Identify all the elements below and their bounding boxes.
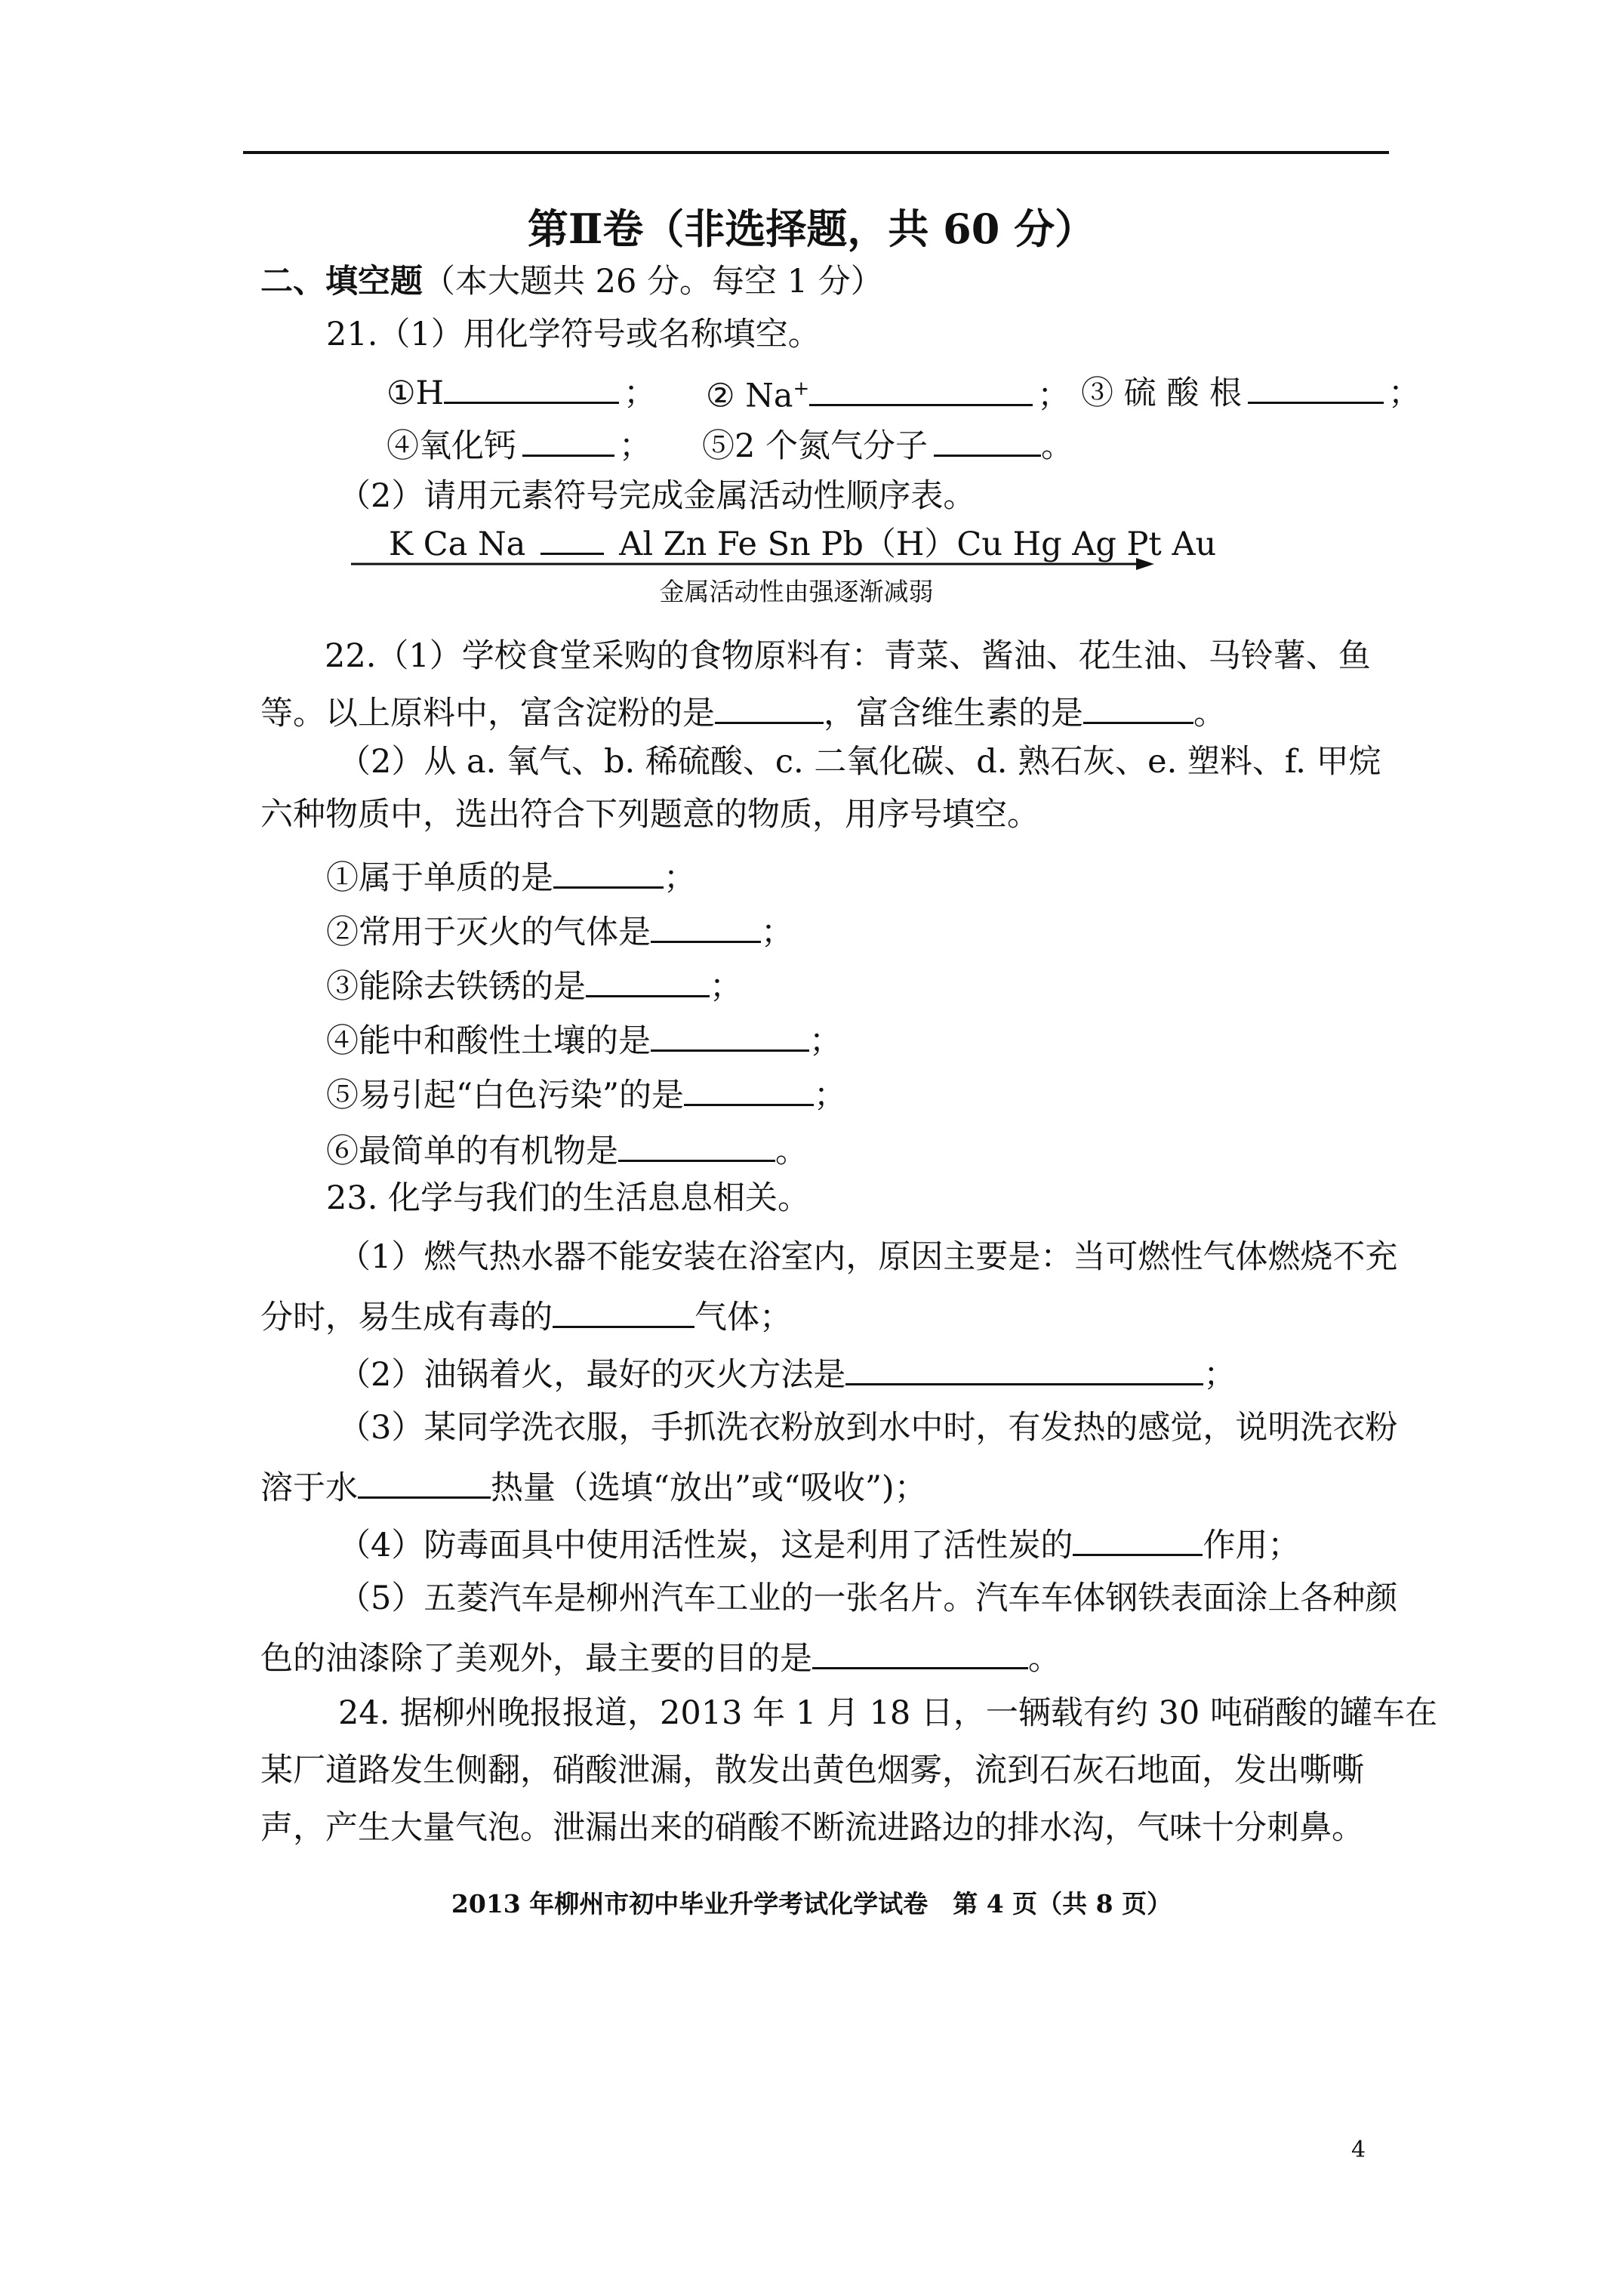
- q23-s2-blank[interactable]: [845, 1348, 1203, 1385]
- q22-answer-blank[interactable]: [651, 906, 761, 943]
- q21-answer-blank-1[interactable]: [444, 367, 619, 404]
- q21-item2: [706, 367, 1070, 418]
- q24-line3: 声，产生大量气泡。泄漏出来的硝酸不断流进路边的排水沟，气味十分刺鼻。: [260, 1809, 1364, 1847]
- q21-end-mark: 。: [1041, 427, 1074, 465]
- q22-item-label: ⑥最简单的有机物是: [326, 1133, 618, 1170]
- q21-item3: [1081, 367, 1421, 415]
- q23-s2-text: （2）油锅着火，最好的灭火方法是: [338, 1356, 846, 1394]
- q21-item1-label: ①H: [387, 374, 445, 412]
- q22-vitamin-label: ，富含维生素的是: [824, 695, 1083, 732]
- q21-row2: [387, 420, 651, 468]
- part-heading-label: 二、填空题: [260, 263, 423, 300]
- series-answer-blank[interactable]: [540, 518, 604, 555]
- q21-part1-intro: 21.（1）用化学符号或名称填空。: [326, 316, 821, 353]
- q22-part1-line2: [260, 687, 1226, 735]
- arrow-caption: 金属活动性由强逐渐减弱: [659, 577, 934, 606]
- q23-s1-blank[interactable]: [553, 1291, 694, 1328]
- q21-part2-intro: （2）请用元素符号完成金属活动性顺序表。: [338, 477, 976, 515]
- q23-s3-blank[interactable]: [358, 1462, 491, 1499]
- q21-item2-label: ② Na: [706, 377, 793, 415]
- q23-s4: [338, 1519, 1300, 1567]
- q23-s3-tail: 热量（选填“放出”或“吸收”)；: [491, 1469, 927, 1507]
- q22-semicolon: ；: [813, 1077, 846, 1114]
- part-heading: [260, 260, 883, 304]
- page-number: 4: [1351, 2137, 1366, 2163]
- q22-semicolon: ；: [664, 859, 696, 897]
- q21-item5-label: ⑤2 个氮气分子: [702, 427, 929, 465]
- q21-item2-charge: +: [793, 378, 810, 400]
- q22-end-mark: 。: [775, 1133, 808, 1170]
- q23-s3-line1: （3）某同学洗衣服，手抓洗衣粉放到水中时，有发热的感觉，说明洗衣粉: [338, 1409, 1398, 1447]
- q23-s5-tail: 。: [1028, 1640, 1061, 1678]
- q23-s1-line2: [260, 1291, 792, 1339]
- q23-s3-line2: [260, 1462, 927, 1510]
- q23-s5-line1: （5）五菱汽车是柳州汽车工业的一张名片。汽车车体钢铁表面涂上各种颜: [338, 1579, 1398, 1617]
- q23-s4-text: （4）防毒面具中使用活性炭，这是利用了活性炭的: [338, 1527, 1073, 1564]
- q21-item5: [702, 420, 1073, 468]
- q21-answer-blank-2[interactable]: [809, 369, 1033, 406]
- q22-item: [326, 1069, 846, 1117]
- q23-s1-text: 分时，易生成有毒的: [260, 1299, 553, 1336]
- q22-semicolon: ；: [710, 968, 742, 1006]
- q22-answer-blank[interactable]: [618, 1125, 775, 1162]
- series-right-metals: Al Zn Fe Sn Pb（H）Cu Hg Ag Pt Au: [619, 525, 1217, 563]
- q21-answer-blank-4[interactable]: [522, 420, 614, 457]
- q23-s2-tail: ；: [1203, 1356, 1236, 1394]
- q22-item: [326, 852, 696, 900]
- q21-separator: ；: [619, 427, 651, 465]
- page-footer: 2013 年柳州市初中毕业升学考试化学试卷 第 4 页（共 8 页）: [451, 1889, 1172, 1918]
- q22-answer-blank[interactable]: [553, 852, 664, 889]
- q22-part2-line2: 六种物质中，选出符合下列题意的物质，用序号填空。: [260, 796, 1039, 834]
- q21-answer-blank-3[interactable]: [1248, 367, 1384, 404]
- q23-intro: 23. 化学与我们的生活息息相关。: [326, 1179, 811, 1217]
- q22-item-label: ④能中和酸性土壤的是: [326, 1022, 651, 1060]
- series-left-metals: K Ca Na: [389, 525, 526, 563]
- q23-s2: [338, 1348, 1236, 1397]
- q22-vitamin-blank[interactable]: [1083, 687, 1193, 724]
- q22-semicolon: ；: [761, 914, 793, 951]
- part-heading-note: （本大题共 26 分。每空 1 分）: [423, 263, 883, 300]
- q23-s1-tail: 气体；: [694, 1299, 792, 1336]
- q21-answer-blank-5[interactable]: [934, 420, 1041, 457]
- q24-line2: 某厂道路发生侧翻，硝酸泄漏，散发出黄色烟雾，流到石灰石地面，发出嘶嘶: [260, 1752, 1364, 1789]
- q23-s1-line1: （1）燃气热水器不能安装在浴室内，原因主要是：当可燃性气体燃烧不充: [338, 1238, 1398, 1276]
- q23-s3-text: 溶于水: [260, 1469, 358, 1507]
- q21-item4-label: ④氧化钙: [387, 427, 516, 465]
- q22-answer-blank[interactable]: [651, 1015, 809, 1052]
- q24-line1: 24. 据柳州晚报报道，2013 年 1 月 18 日，一辆载有约 30 吨硝酸的罐车在: [338, 1694, 1437, 1732]
- q21-separator: ；: [1037, 377, 1070, 415]
- q22-item-label: ②常用于灭火的气体是: [326, 914, 651, 951]
- q23-s4-tail: 作用；: [1203, 1527, 1301, 1564]
- q22-end-mark: 。: [1193, 695, 1226, 732]
- q22-item-label: ⑤易引起“白色污染”的是: [326, 1077, 684, 1114]
- q22-starch-label: 等。以上原料中，富含淀粉的是: [260, 695, 715, 732]
- top-rule: [243, 151, 1389, 154]
- q22-part2-line1: （2）从 a. 氧气、b. 稀硫酸、c. 二氧化碳、d. 熟石灰、e. 塑料、f. 甲烷: [338, 743, 1381, 781]
- q22-item-label: ①属于单质的是: [326, 859, 553, 897]
- q21-separator: ；: [624, 374, 657, 412]
- q22-item-label: ③能除去铁锈的是: [326, 968, 586, 1006]
- q22-item: [326, 1125, 808, 1173]
- q22-item: [326, 1015, 842, 1063]
- q22-answer-blank[interactable]: [684, 1069, 814, 1106]
- q21-item3-label: ③ 硫 酸 根: [1081, 374, 1243, 412]
- q23-s5-text: 色的油漆除了美观外，最主要的目的是: [260, 1640, 812, 1678]
- q23-s5-line2: [260, 1632, 1061, 1681]
- q21-row1: [387, 367, 656, 415]
- q22-item: [326, 906, 793, 954]
- q22-starch-blank[interactable]: [715, 687, 824, 724]
- q22-answer-blank[interactable]: [586, 960, 710, 997]
- q22-item: [326, 960, 742, 1009]
- q21-separator: ；: [1388, 374, 1421, 412]
- q22-semicolon: ；: [809, 1022, 842, 1060]
- q23-s5-blank[interactable]: [812, 1632, 1028, 1669]
- q22-part1-line1: 22.（1）学校食堂采购的食物原料有：青菜、酱油、花生油、马铃薯、鱼: [325, 637, 1371, 675]
- section-title: 第Ⅱ卷（非选择题，共 60 分）: [527, 205, 1096, 253]
- q23-s4-blank[interactable]: [1073, 1519, 1203, 1556]
